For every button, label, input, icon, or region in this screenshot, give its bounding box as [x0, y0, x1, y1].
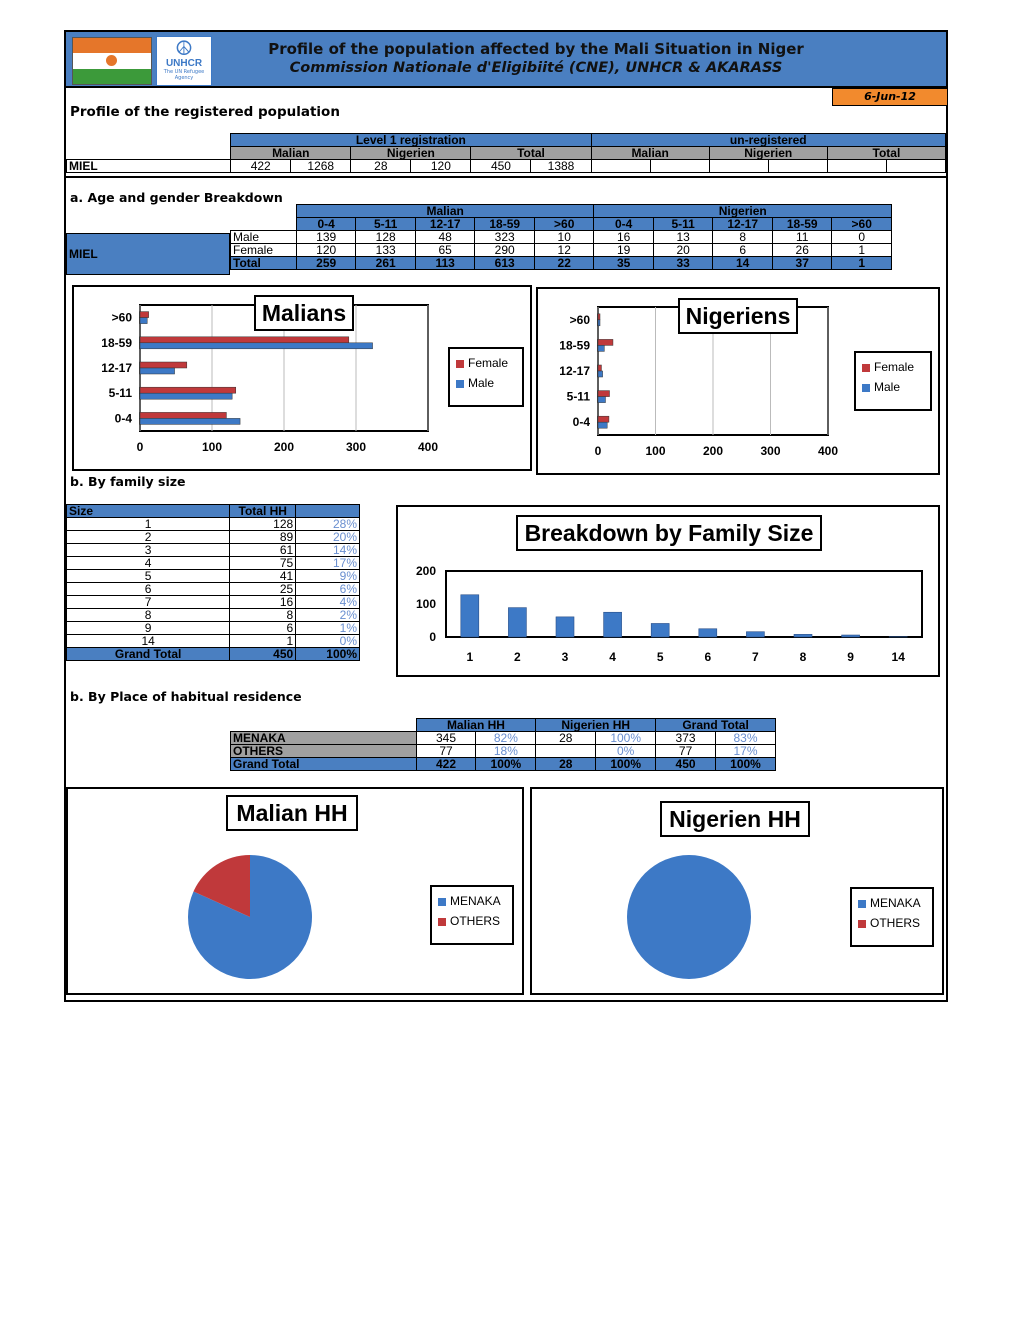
row-label: 9 — [67, 622, 230, 635]
col-total-hh: Total HH — [230, 505, 296, 518]
x-tick-label: 0 — [136, 440, 144, 454]
cell: 113 — [415, 257, 475, 270]
bar — [651, 623, 669, 637]
cell: 17% — [296, 557, 360, 570]
registered-heading: Profile of the registered population — [70, 104, 340, 120]
cell: 75 — [230, 557, 296, 570]
cell: 11 — [772, 231, 832, 244]
unhcr-logo: ☮ UNHCR The UN Refugee Agency — [156, 36, 212, 86]
legend-label: Male — [468, 376, 495, 390]
x-tick-label: 1 — [466, 650, 474, 664]
bar-male — [140, 418, 240, 424]
x-tick-label: 100 — [201, 440, 223, 454]
legend-label: OTHERS — [870, 916, 921, 930]
cell: 120 — [411, 160, 471, 173]
report-header — [66, 32, 946, 88]
cell: 17% — [716, 745, 776, 758]
x-tick-label: 3 — [561, 650, 569, 664]
y-tick-label: 0 — [429, 630, 436, 644]
col-total: Total — [827, 147, 945, 160]
cell: 16 — [594, 231, 653, 244]
cell: 19 — [594, 244, 653, 257]
cell: 1 — [832, 244, 892, 257]
table-row — [67, 609, 360, 622]
legend-label: Male — [874, 380, 901, 394]
row-label: Male — [231, 231, 297, 244]
residence-table — [230, 718, 776, 771]
cell: 8 — [713, 231, 773, 244]
legend-item-female — [862, 357, 924, 377]
age-header: >60 — [534, 218, 593, 231]
x-tick-label: 4 — [609, 650, 616, 664]
cell: 77 — [416, 745, 476, 758]
row-label: MIEL — [67, 160, 231, 173]
chart-title: Malian HH — [226, 795, 358, 831]
bar-female — [598, 391, 610, 397]
table-row — [67, 160, 946, 173]
age-header: 5-11 — [356, 218, 416, 231]
age-header: 0-4 — [296, 218, 355, 231]
row-label: Grand Total — [67, 648, 230, 661]
pie-slice-menaka — [627, 855, 751, 979]
cell: 28 — [536, 732, 596, 745]
cell: 89 — [230, 531, 296, 544]
report-subtitle: Commission Nationale d'Eligibiité (CNE), UNHCR & AKARASS — [289, 60, 783, 76]
cell: 18% — [476, 745, 536, 758]
table-row — [67, 622, 360, 635]
registered-table — [66, 133, 946, 173]
x-tick-label: 5 — [656, 650, 664, 664]
cell: 12 — [534, 244, 593, 257]
legend-swatch — [862, 384, 870, 392]
cell: 41 — [230, 570, 296, 583]
bar-male — [598, 371, 603, 377]
cell: 261 — [356, 257, 416, 270]
x-tick-label: 400 — [817, 444, 839, 458]
chart-legend — [448, 347, 524, 407]
cell: 6 — [713, 244, 773, 257]
bar — [508, 608, 526, 637]
legend-label: Female — [468, 356, 509, 370]
cell: 450 — [471, 160, 531, 173]
row-label: 2 — [67, 531, 230, 544]
cell: 22 — [534, 257, 593, 270]
age-gender-table — [230, 204, 892, 270]
col-nigerien-hh: Nigerien HH — [536, 719, 656, 732]
report-title: Profile of the population affected by the Mali Situation in Niger — [268, 40, 804, 58]
legend-swatch — [858, 920, 866, 928]
bar-female — [140, 312, 149, 318]
bar-female — [598, 314, 600, 320]
age-row-group: MIEL — [66, 233, 230, 275]
x-tick-label: 300 — [760, 444, 781, 458]
row-label: 7 — [67, 596, 230, 609]
cell: 16 — [230, 596, 296, 609]
bar-female — [140, 387, 236, 393]
table-row — [231, 745, 776, 758]
cell: 37 — [772, 257, 832, 270]
age-header: 12-17 — [713, 218, 773, 231]
table-row — [67, 583, 360, 596]
age-header: 12-17 — [415, 218, 475, 231]
cell: 0% — [296, 635, 360, 648]
cell: 120 — [296, 244, 355, 257]
age-header: 5-11 — [653, 218, 713, 231]
x-tick-label: 7 — [752, 650, 759, 664]
chart-legend — [430, 885, 514, 945]
y-tick-label: 5-11 — [108, 386, 132, 401]
cell: 2% — [296, 609, 360, 622]
cell: 290 — [475, 244, 535, 257]
bar-male — [598, 320, 600, 326]
legend-item-male — [862, 377, 924, 397]
cell: 77 — [656, 745, 716, 758]
y-tick-label: 200 — [415, 564, 436, 578]
row-label: 5 — [67, 570, 230, 583]
row-label: Total — [231, 257, 297, 270]
bar-female — [598, 365, 601, 371]
bar — [794, 634, 812, 637]
cell: 6 — [230, 622, 296, 635]
cell: 259 — [296, 257, 355, 270]
x-tick-label: 2 — [514, 650, 521, 664]
table-row — [67, 570, 360, 583]
legend-swatch — [438, 898, 446, 906]
cell: 82% — [476, 732, 536, 745]
cell: 0 — [832, 231, 892, 244]
col-grand-total: Grand Total — [656, 719, 776, 732]
row-label: 8 — [67, 609, 230, 622]
cell: 28 — [351, 160, 411, 173]
row-label: Grand Total — [231, 758, 417, 771]
legend-item-others — [858, 913, 926, 933]
col-malian: Malian — [231, 147, 351, 160]
table-row — [67, 518, 360, 531]
table-row — [67, 557, 360, 570]
bar — [699, 629, 717, 637]
family-size-table — [66, 504, 360, 661]
y-tick-label: 18-59 — [559, 338, 590, 353]
bar-male — [140, 368, 175, 374]
report-sheet — [64, 30, 948, 1002]
legend-label: OTHERS — [450, 914, 501, 928]
age-header: >60 — [832, 218, 892, 231]
y-tick-label: 12-17 — [559, 364, 590, 378]
bar-female — [140, 337, 349, 343]
cell: 14% — [296, 544, 360, 557]
y-tick-label: 5-11 — [566, 389, 590, 404]
cell: 25 — [230, 583, 296, 596]
cell: 65 — [415, 244, 475, 257]
x-tick-label: 400 — [417, 440, 439, 454]
x-tick-label: 9 — [847, 650, 854, 664]
cell: 61 — [230, 544, 296, 557]
x-tick-label: 300 — [345, 440, 367, 454]
cell: 450 — [230, 648, 296, 661]
bar — [842, 635, 860, 637]
y-tick-label: 12-17 — [101, 361, 132, 375]
cell: 8 — [230, 609, 296, 622]
row-label: OTHERS — [231, 745, 417, 758]
cell: 100% — [476, 758, 536, 771]
group-nigerien: Nigerien — [594, 205, 892, 218]
chart-title: Nigerien HH — [660, 801, 810, 837]
cell: 9% — [296, 570, 360, 583]
chart-legend — [850, 887, 934, 947]
malian-hh-chart-box — [66, 787, 524, 995]
x-tick-label: 200 — [702, 444, 724, 458]
cell: 20% — [296, 531, 360, 544]
col-malian: Malian — [591, 147, 709, 160]
age-header: 18-59 — [772, 218, 832, 231]
table-row-total — [231, 257, 892, 270]
chart-title: Malians — [254, 295, 354, 331]
cell: 1 — [230, 635, 296, 648]
cell: 28% — [296, 518, 360, 531]
legend-swatch — [858, 900, 866, 908]
col-nigerien: Nigerien — [709, 147, 827, 160]
cell: 13 — [653, 231, 713, 244]
col-malian-hh: Malian HH — [416, 719, 536, 732]
table-row-total — [231, 758, 776, 771]
legend-label: MENAKA — [450, 894, 501, 908]
cell: 139 — [296, 231, 355, 244]
legend-label: Female — [874, 360, 915, 374]
cell: 100% — [296, 648, 360, 661]
cell: 26 — [772, 244, 832, 257]
bar-male — [140, 393, 232, 399]
cell: 10 — [534, 231, 593, 244]
x-tick-label: 14 — [891, 650, 905, 664]
chart-title: Nigeriens — [678, 298, 798, 334]
cell: 100% — [596, 732, 656, 745]
col-total: Total — [471, 147, 591, 160]
row-label: MENAKA — [231, 732, 417, 745]
table-row — [67, 635, 360, 648]
cell: 20 — [653, 244, 713, 257]
cell: 373 — [656, 732, 716, 745]
cell: 422 — [231, 160, 291, 173]
x-tick-label: 100 — [645, 444, 666, 458]
cell: 0% — [596, 745, 656, 758]
chart-title: Breakdown by Family Size — [516, 515, 822, 551]
legend-swatch — [862, 364, 870, 372]
cell: 133 — [356, 244, 416, 257]
x-tick-label: 6 — [704, 650, 712, 664]
unreg-header: un-registered — [591, 134, 945, 147]
cell: 450 — [656, 758, 716, 771]
cell: 14 — [713, 257, 773, 270]
table-row — [67, 596, 360, 609]
cell: 33 — [653, 257, 713, 270]
legend-item-others — [438, 911, 506, 931]
legend-item-menaka — [858, 893, 926, 913]
cell: 48 — [415, 231, 475, 244]
y-tick-label: 0-4 — [572, 415, 590, 430]
cell: 83% — [716, 732, 776, 745]
x-tick-label: 8 — [799, 650, 807, 664]
cell: 100% — [716, 758, 776, 771]
col-size: Size — [67, 505, 230, 518]
cell: 1% — [296, 622, 360, 635]
col-nigerien: Nigerien — [351, 147, 471, 160]
legend-swatch — [456, 360, 464, 368]
family-size-heading: b. By family size — [70, 474, 186, 489]
cell: 28 — [536, 758, 596, 771]
cell: 128 — [356, 231, 416, 244]
cell: 100% — [596, 758, 656, 771]
bar-female — [140, 362, 187, 368]
y-tick-label: 100 — [415, 597, 436, 611]
bar-male — [598, 422, 607, 428]
bar-male — [140, 343, 373, 349]
cell: 345 — [416, 732, 476, 745]
legend-item-male — [456, 373, 516, 393]
group-malian: Malian — [296, 205, 594, 218]
row-label: 1 — [67, 518, 230, 531]
cell: 35 — [594, 257, 653, 270]
cell: 1 — [832, 257, 892, 270]
y-tick-label: >60 — [111, 310, 132, 325]
bar — [746, 632, 764, 637]
x-tick-label: 200 — [273, 440, 295, 454]
legend-item-female — [456, 353, 516, 373]
table-row-total — [67, 648, 360, 661]
legend-swatch — [438, 918, 446, 926]
row-label: 14 — [67, 635, 230, 648]
bar-male — [598, 397, 605, 403]
bar-female — [598, 416, 609, 422]
legend-label: MENAKA — [870, 896, 921, 910]
cell: 6% — [296, 583, 360, 596]
legend-swatch — [456, 380, 464, 388]
niger-flag-icon — [72, 37, 152, 85]
cell: 128 — [230, 518, 296, 531]
cell: 323 — [475, 231, 535, 244]
table-row — [231, 231, 892, 244]
x-tick-label: 0 — [594, 444, 602, 458]
level-header: Level 1 registration — [231, 134, 591, 147]
age-header: 18-59 — [475, 218, 535, 231]
row-label: 3 — [67, 544, 230, 557]
y-tick-label: 18-59 — [101, 335, 132, 350]
legend-item-menaka — [438, 891, 506, 911]
cell: 422 — [416, 758, 476, 771]
y-tick-label: 0-4 — [114, 411, 132, 426]
age-header: 0-4 — [594, 218, 653, 231]
cell — [536, 745, 596, 758]
bar-female — [140, 412, 226, 418]
residence-heading: b. By Place of habitual residence — [70, 689, 302, 704]
bar — [461, 595, 479, 637]
nigeriens-chart-box — [536, 287, 940, 475]
table-row — [67, 544, 360, 557]
table-row — [231, 244, 892, 257]
bar-male — [140, 318, 147, 324]
report-date: 6-Jun-12 — [832, 88, 948, 106]
nigerien-hh-chart-box — [530, 787, 944, 995]
chart-legend — [854, 351, 932, 411]
row-label: 4 — [67, 557, 230, 570]
table-row — [231, 732, 776, 745]
cell: 4% — [296, 596, 360, 609]
age-gender-heading: a. Age and gender Breakdown — [70, 190, 283, 205]
bar-male — [598, 345, 604, 351]
bar-female — [598, 339, 613, 345]
row-label: Female — [231, 244, 297, 257]
cell: 613 — [475, 257, 535, 270]
bar — [556, 617, 574, 637]
bar — [604, 612, 622, 637]
y-tick-label: >60 — [569, 312, 590, 327]
cell: 1388 — [531, 160, 591, 173]
cell: 1268 — [291, 160, 351, 173]
malians-chart-box — [72, 285, 532, 471]
row-label: 6 — [67, 583, 230, 596]
family-size-chart-box — [396, 505, 940, 677]
table-row — [67, 531, 360, 544]
